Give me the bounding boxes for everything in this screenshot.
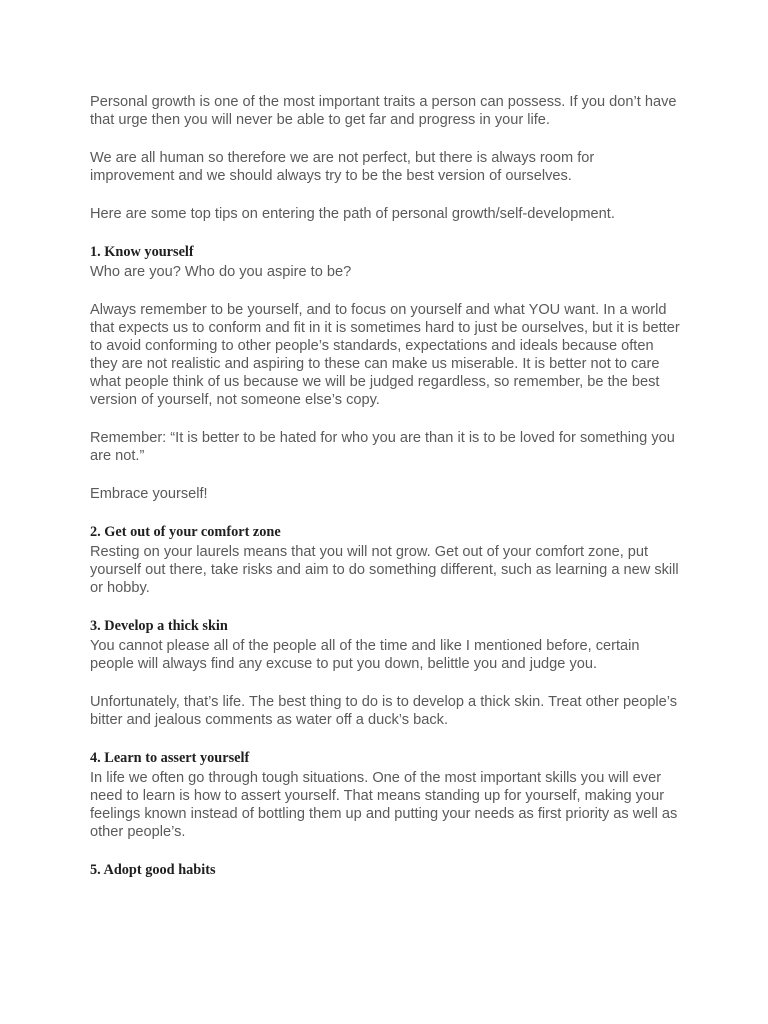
section-3-heading: 3. Develop a thick skin bbox=[90, 618, 228, 634]
intro-paragraph-1: Personal growth is one of the most important traits a person can possess. If you don’t have that urge then you will never be able to get far and progress in your life. bbox=[90, 94, 677, 128]
intro-paragraph-3: Here are some top tips on entering the path of personal growth/self-development. bbox=[90, 206, 615, 222]
section-1-paragraph: Embrace yourself! bbox=[90, 486, 208, 502]
section-2-paragraph: Resting on your laurels means that you will not grow. Get out of your comfort zone, put yourself out there, take risks and aim to do something different, such as learning a new skill or hobby. bbox=[90, 544, 679, 596]
section-1-paragraph: Remember: “It is better to be hated for who you are than it is to be loved for something you are not.” bbox=[90, 430, 675, 464]
section-4-paragraph: In life we often go through tough situations. One of the most important skills you will ever need to learn is how to assert yourself. That means standing up for yourself, making your feelings known instead of bottling them up and putting your needs as first priority as well as other people’s. bbox=[90, 770, 678, 840]
section-1-paragraph: Always remember to be yourself, and to focus on yourself and what YOU want. In a world that expects us to conform and fit in it is sometimes hard to just be ourselves, but it is better to avoid conforming to other people’s standards, expectations and ideals because often they are not realistic and aspiring to these can make us miserable. It is better not to care what people think of us because we will be judged regardless, so remember, be the best version of yourself, not someone else’s copy. bbox=[90, 302, 680, 408]
section-1-heading: 1. Know yourself bbox=[90, 244, 194, 260]
section-1-paragraph: Who are you? Who do you aspire to be? bbox=[90, 264, 352, 280]
document-page bbox=[90, 93, 680, 879]
section-3-paragraph: You cannot please all of the people all of the time and like I mentioned before, certain people will always find any excuse to put you down, belittle you and judge you. bbox=[90, 638, 640, 672]
section-2-heading: 2. Get out of your comfort zone bbox=[90, 524, 281, 540]
intro-paragraph-2: We are all human so therefore we are not perfect, but there is always room for improvement and we should always try to be the best version of ourselves. bbox=[90, 150, 595, 184]
section-5-heading: 5. Adopt good habits bbox=[90, 862, 216, 878]
section-3-paragraph: Unfortunately, that’s life. The best thing to do is to develop a thick skin. Treat other people’s bitter and jealous comments as water off a duck’s back. bbox=[90, 694, 678, 728]
section-4-heading: 4. Learn to assert yourself bbox=[90, 750, 250, 766]
